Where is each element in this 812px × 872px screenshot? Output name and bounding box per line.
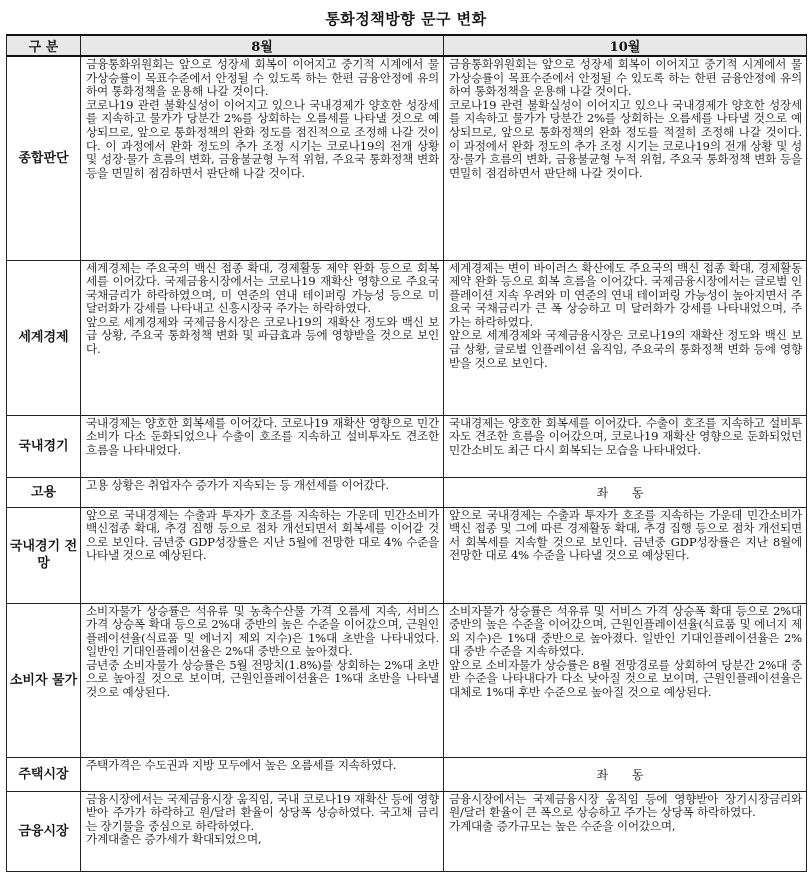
row-category: 종합판단 [7,56,81,260]
table-row [7,507,807,603]
paragraph: 앞으로 세계경제와 국제금융시장은 코로나19의 재확산 정도와 백신 보급 상황, 글로벌 인플레이션 움직임, 주요국의 통화정책 변화 등에 영향받을 것으로 보인다. [449,328,802,370]
table-header-row [7,35,807,56]
oct-cell [444,260,807,415]
header-october: 10월 [444,35,807,56]
oct-cell [444,791,807,871]
row-category: 금융시장 [7,791,81,871]
aug-cell [81,477,444,507]
paragraph: 금융시장에서는 국제금융시장 움직임, 국내 코로나19 재확산 등에 영향받아 주가가 하락하고 원/달러 환율이 상당폭 상승하였다. 국고채 금리는 장기물을 중심으로 하락하였다. [86,791,439,833]
paragraph: 고용 상황은 취업자수 증가가 지속되는 등 개선세를 이어갔다. [86,477,389,492]
paragraph: 세계경제는 변이 바이러스 확산에도 주요국의 백신 접종 확대, 경제활동 제약 완화 등으로 회복 흐름을 이어갔다. 국제금융시장에서는 글로벌 인플레이션 지속 우려와 미 연준의 연내 테이퍼링 가능성이 높아지면서 주요국 국채금리가 큰 폭 상승하고 미 달러화가 강세를 나타내었으며, 주가는 하락하였다. [449,260,802,329]
paragraph: 앞으로 세계경제와 국제금융시장은 코로나19의 재확산 정도와 백신 보급 상황, 주요국 통화정책 변화 및 파급효과 등에 영향받을 것으로 보인다. [86,314,439,357]
row-category: 국내경기 [7,415,81,477]
paragraph: 앞으로 국내경제는 수출과 투자가 호조를 지속하는 가운데 민간소비가 백신 접종 및 그에 따른 경제활동 확대, 추경 집행 등으로 점차 개선되면서 회복세를 지속할 것으로 보인다. 금년중 GDP성장률은 지난 8월에 전망한 대로 4% 수준을 나타낼 것으로 예상된다. [449,507,802,563]
paragraph: 세계경제는 주요국의 백신 접종 확대, 경제활동 제약 완화 등으로 회복세를 이어갔다. 국제금융시장에서는 코로나19 재확산 영향으로 주요국 국채금리가 하락하였으며, 미 연준의 연내 테이퍼링 가능성 등으로 미 달러화가 강세를 나타내고 신흥시장국 주가는 하락하였다. [86,260,439,316]
table-row [7,477,807,507]
table-row [7,415,807,477]
paragraph: 코로나19 관련 불확실성이 이어지고 있으나 국내경제가 양호한 성장세를 지속하고 물가가 당분간 2%를 상회하는 오름세를 나타낼 것으로 예상되므로, 앞으로 통화정책의 완화 정도를 적절히 조정해 나갈 것이다. 이 과정에서 완화 정도의 추가 조정 시기는 코로나19의 전개 상황 및 성장·물가 흐름의 변화, 금융불균형 누적 위험, 주요국 통화정책 변화 등을 면밀히 점검하면서 판단해 나갈 것이다. [449,97,802,180]
row-category: 세계경제 [7,260,81,415]
paragraph: 소비자물가 상승률은 석유류 및 농축수산물 가격 오름세 지속, 서비스 가격 상승폭 확대 등으로 2%대 중반의 높은 수준을 이어갔으며, 근원인플레이션율(식료품 및 에너지 제외 지수)은 1%대 초반을 나타내었다. 일반인 기대인플레이션율은 2%대 중반으로 높아졌다. [86,603,439,659]
paragraph: 앞으로 소비자물가 상승률은 8월 전망경로를 상회하여 당분간 2%대 중반 수준을 나타내다가 다소 낮아질 것으로 보이며, 근원인플레이션율은 대체로 1%대 후반 수준으로 높아질 것으로 예상된다. [449,657,802,700]
paragraph: 금년중 소비자물가 상승률은 5월 전망치(1.8%)를 상회하는 2%대 초반으로 높아질 것으로 보이며, 근원인플레이션율은 1%대 초반을 나타낼 것으로 예상된다. [86,657,439,700]
table-row [7,603,807,757]
paragraph: 앞으로 국내경제는 수출과 투자가 호조를 지속하는 가운데 민간소비가 백신접종 확대, 추경 집행 등으로 점차 개선되면서 회복세를 이어갈 것으로 보인다. 금년중 GDP성장률은 지난 5월에 전망한 대로 4% 수준을 나타낼 것으로 예상된다. [86,507,439,563]
paragraph: 금융통화위원회는 앞으로 성장세 회복이 이어지고 중기적 시계에서 물가상승률이 목표수준에서 안정될 수 있도록 하는 한편 금융안정에 유의하여 통화정책을 운용해 나갈 것이다. [86,57,439,99]
paragraph: 금융통화위원회는 앞으로 성장세 회복이 이어지고 중기적 시계에서 물가상승률이 목표수준에서 안정될 수 있도록 하는 한편 금융안정에 유의하여 통화정책을 운용해 나갈 것이다. [449,57,802,99]
paragraph: 주택가격은 수도권과 지방 모두에서 높은 오름세를 지속하였다. [86,757,397,772]
paragraph: 금융시장에서는 국제금융시장 움직임 등에 영향받아 장기시장금리와 원/달러 환율이 큰 폭으로 상승하고 주가는 상당폭 하락하였다. [449,791,802,820]
oct-cell [444,56,807,260]
header-category: 구 분 [7,35,81,56]
oct-cell [444,603,807,757]
document-title: 통화정책방향 문구 변화 [325,10,487,28]
aug-cell [81,56,444,260]
row-category: 주택시장 [7,757,81,791]
header-august: 8월 [81,35,444,56]
row-category: 고용 [7,477,81,507]
paragraph: 소비자물가 상승률은 석유류 및 서비스 가격 상승폭 확대 등으로 2%대 중반의 높은 수준을 이어갔으며, 근원인플레이션율(식료품 및 에너지 제외 지수)은 1%대 중반으로 높아졌다. 일반인 기대인플레이션율은 2%대 중반 수준을 지속하였다. [449,603,802,659]
paragraph: 국내경제는 양호한 회복세를 이어갔다. 수출이 호조를 지속하고 설비투자도 견조한 흐름을 이어갔으며, 코로나19 재확산 영향으로 둔화되었던 민간소비도 최근 다시 회복되는 모습을 나타내었다. [449,415,802,457]
row-category: 소비자 물가 [7,603,81,757]
aug-cell [81,757,444,791]
aug-cell [81,260,444,415]
paragraph: 가계대출은 증가세가 확대되었으며, [86,832,262,847]
paragraph: 가계대출 증가규모는 높은 수준을 이어갔으며, [449,818,676,833]
table-row [7,56,807,260]
table-row [7,757,807,791]
oct-cell [444,507,807,603]
row-category: 국내경기 전망 [7,507,81,603]
aug-cell [81,791,444,871]
oct-same-cell: 좌 동 [444,477,807,507]
oct-same-cell: 좌 동 [444,757,807,791]
aug-cell [81,603,444,757]
comparison-table [6,34,807,872]
paragraph: 국내경제는 양호한 회복세를 이어갔다. 코로나19 재확산 영향으로 민간소비가 다소 둔화되었으나 수출이 호조를 지속하고 설비투자도 견조한 흐름을 나타내었다. [86,415,439,457]
paragraph: 코로나19 관련 불확실성이 이어지고 있으나 국내경제가 양호한 성장세를 지속하고 물가가 당분간 2%를 상회하는 오름세를 나타낼 것으로 예상되므로, 앞으로 통화정책의 완화 정도를 점진적으로 조정해 나갈 것이다. 이 과정에서 완화 정도의 추가 조정 시기는 코로나19의 전개 상황 및 성장·물가 흐름의 변화, 금융불균형 누적 위험, 주요국 통화정책 변화 등을 면밀히 점검하면서 판단해 나갈 것이다. [86,97,439,180]
aug-cell [81,507,444,603]
oct-cell [444,415,807,477]
table-row [7,260,807,415]
aug-cell [81,415,444,477]
table-row [7,791,807,871]
